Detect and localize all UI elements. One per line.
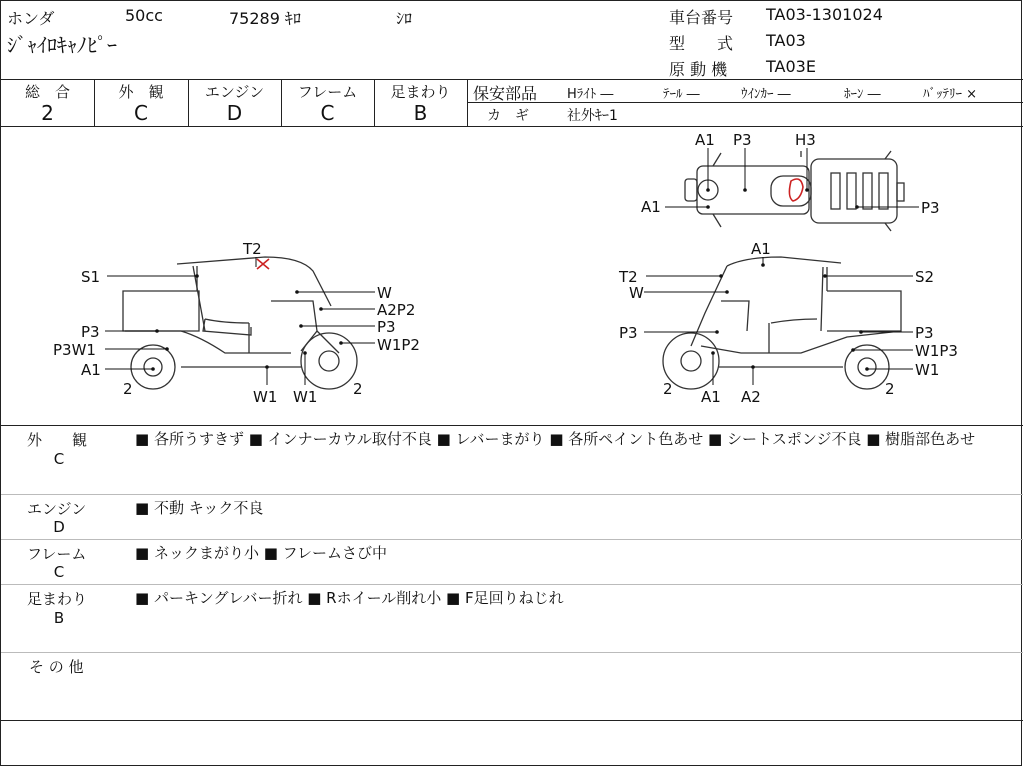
damage-diagram [1, 127, 1023, 425]
key-value: 社外ｷｰ1 [567, 108, 618, 124]
remark-frame-label: フレーム [27, 545, 87, 563]
label-a1: A1 [701, 388, 721, 406]
remark-frame-grade: C [53, 563, 65, 581]
frame-grade-label: フレーム [297, 83, 358, 101]
damage-mark-t2 [257, 259, 269, 269]
label-p3: P3 [915, 324, 934, 342]
label-s1: S1 [81, 268, 101, 286]
label-w1: W1 [915, 361, 940, 379]
suspension-grade: B [413, 101, 428, 125]
label-a2: A2 [741, 388, 761, 406]
label-w1p3: W1P3 [915, 342, 958, 360]
label-s2: S2 [915, 268, 935, 286]
engine-code: TA03E [766, 57, 816, 76]
label-w: W [629, 284, 644, 302]
label-p3: P3 [619, 324, 638, 342]
frame-no-label: 車台番号 [669, 8, 734, 27]
label-w: W [377, 284, 392, 302]
label-w1p2: W1P2 [377, 336, 420, 354]
maker: ホンダ [7, 9, 55, 28]
label-p3: P3 [81, 323, 100, 341]
remark-engine-grade: D [53, 518, 65, 536]
label-w1: W1 [293, 388, 318, 406]
remark-suspension-grade: B [53, 609, 65, 627]
label-t2: T2 [243, 240, 262, 258]
model-label: 型 式 [669, 34, 734, 53]
divider [1, 720, 1023, 721]
overall-grade-label: 総 合 [24, 83, 70, 101]
leader-lines [105, 148, 919, 385]
label-a1: A1 [81, 361, 101, 379]
mileage: 75289 ｷﾛ [229, 9, 301, 28]
frame-no: TA03-1301024 [766, 5, 883, 24]
exterior-grade: C [134, 101, 148, 125]
label-w1: W1 [253, 388, 278, 406]
label-t2: T2 [619, 268, 638, 286]
model-name: ｼﾞｬｲﾛｷｬﾉﾋﾟｰ [7, 33, 117, 57]
displacement: 50cc [125, 6, 163, 25]
taillight-status: ﾃｰﾙ ― [663, 87, 700, 102]
overall-grade: 2 [41, 101, 54, 125]
engine-grade: D [226, 101, 243, 125]
remark-frame-text: ■ ネックまがり小 ■ フレームさび中 [135, 544, 388, 562]
divider [467, 102, 1023, 103]
headlight-status: Hﾗｲﾄ ― [567, 87, 614, 102]
remark-exterior-text: ■ 各所うすきず ■ インナーカウル取付不良 ■ レバーまがり ■ 各所ペイント色あせ ■ シートスポンジ不良 ■ 樹脂部色あせ [135, 430, 976, 448]
divider [1, 494, 1023, 495]
label-h3: H3 [795, 131, 816, 149]
label-2: 2 [663, 380, 673, 398]
remark-exterior-label: 外 観 [27, 431, 88, 449]
label-2: 2 [353, 380, 363, 398]
label-a1-top: A1 [695, 131, 715, 149]
remark-suspension-label: 足まわり [27, 590, 88, 608]
winker-status: ｳｲﾝｶｰ ― [741, 87, 791, 102]
scooter-top-view [685, 151, 904, 231]
body-color: ｼﾛ [396, 9, 413, 28]
engine-label: 原 動 機 [669, 60, 728, 79]
model-code: TA03 [766, 31, 806, 50]
engine-grade-label: エンジン [204, 83, 265, 101]
leader-dots [151, 188, 869, 371]
frame-grade: C [320, 101, 335, 125]
scooter-left-view [123, 257, 357, 389]
remark-suspension-text: ■ パーキングレバー折れ ■ Rホイール削れ小 ■ F足回りねじれ [135, 589, 564, 607]
damage-marks [257, 179, 803, 269]
remark-other-label: そ の 他 [29, 658, 84, 676]
divider [1, 584, 1023, 585]
suspension-grade-label: 足まわり [390, 83, 451, 101]
label-p3-top: P3 [733, 131, 752, 149]
safety-label: 保安部品 [473, 84, 538, 103]
label-a1: A1 [751, 240, 771, 258]
label-p3-right: P3 [921, 199, 940, 217]
label-2: 2 [885, 380, 895, 398]
label-a2p2: A2P2 [377, 301, 416, 319]
remark-engine-label: エンジン [27, 500, 87, 518]
label-a1-left: A1 [641, 198, 661, 216]
horn-status: ﾎｰﾝ ― [844, 87, 881, 102]
remark-engine-text: ■ 不動 キック不良 [135, 499, 264, 517]
divider [1, 652, 1023, 653]
key-label: カ ギ [487, 108, 529, 124]
label-2: 2 [123, 380, 133, 398]
exterior-grade-label: 外 観 [118, 83, 164, 101]
label-p3w1: P3W1 [53, 341, 96, 359]
divider [1, 425, 1023, 426]
battery-status: ﾊﾞｯﾃﾘｰ × [923, 87, 978, 102]
label-p3: P3 [377, 318, 396, 336]
damage-mark-h3 [789, 179, 803, 201]
remark-exterior-grade: C [53, 450, 65, 468]
divider [1, 539, 1023, 540]
diagram-labels [53, 131, 958, 406]
divider [1, 79, 1023, 80]
